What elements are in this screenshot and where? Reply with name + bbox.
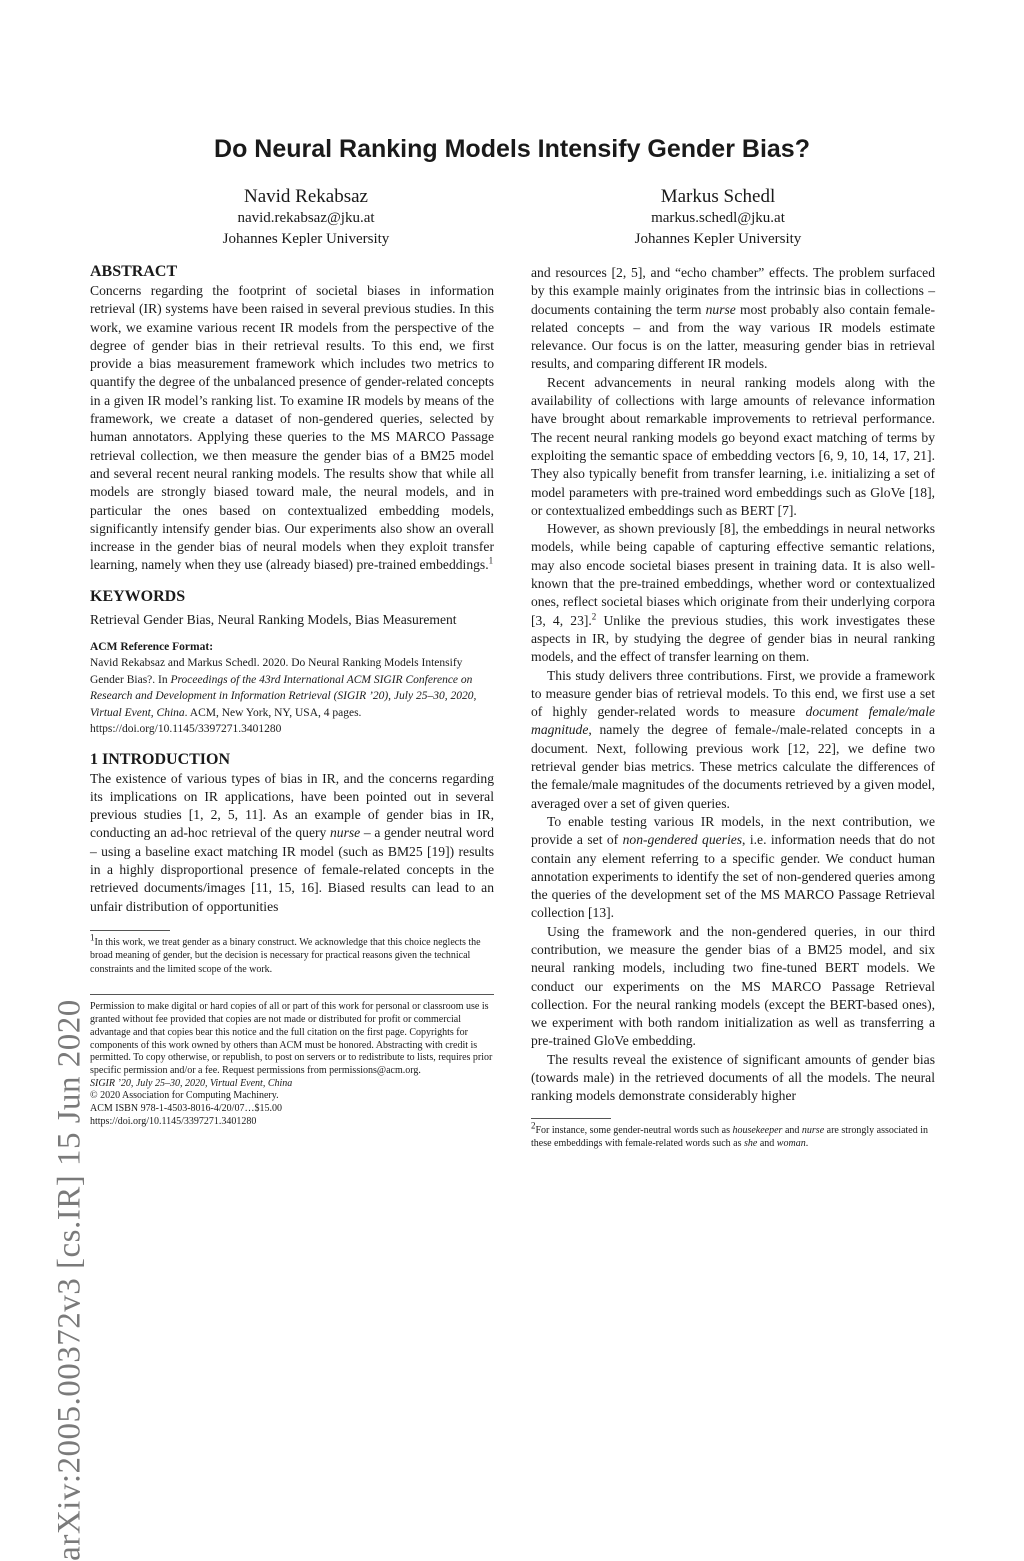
footnote-text: and: [757, 1138, 777, 1150]
right-paragraph-3: [531, 667, 935, 813]
author-name: Navid Rekabsaz: [244, 186, 368, 207]
intro-text: The existence of various types of bias in IR, and the concerns regarding its implications on IR applications, have been pointed out in several previous studies [1, 2, 5, 11]. As an example of gender bias in IR, conducting an ad-hoc retrieval of the query: [90, 770, 494, 841]
footnote-text: .: [805, 1138, 809, 1150]
footnote-mark: 2: [531, 1120, 536, 1131]
body-text: However, as shown previously [8], the embeddings in neural networks models, while being capable of capturing effective semantic relations, may also encode societal biases present in training data. It is also well-known that the pre-trained embeddings, whether word or contextualized ones, reflect societal biases which originate from their underlying corpora [3, 4, 23].: [531, 521, 935, 628]
footnote-mark: 2: [591, 611, 597, 622]
intro-emphasis: nurse: [329, 825, 361, 841]
footnote-emphasis: nurse: [801, 1124, 825, 1136]
footnote-rule: [90, 930, 170, 931]
intro-heading: 1 INTRODUCTION: [90, 750, 231, 768]
permission-isbn: ACM ISBN 978-1-4503-8016-4/20/07…$15.00: [90, 1103, 282, 1115]
footnote-text: and: [782, 1124, 802, 1136]
acm-reference-heading: ACM Reference Format:: [90, 641, 214, 654]
permission-doi: https://doi.org/10.1145/3397271.3401280: [90, 1115, 257, 1127]
left-column: [90, 262, 494, 1128]
footnote-text: are strongly associated in these embeddings with female-related words such as: [531, 1124, 928, 1150]
right-paragraph-6: The results reveal the existence of significant amounts of gender bias (towards male) in the retrieved documents of all the models. The neural ranking models demonstrate considerably higher: [531, 1051, 935, 1104]
body-text: most probably also contain female-related concepts – and from the way various IR models estimate relevance. Our focus is on the latter, measuring gender bias in retrieval results, and comparing different IR models.: [531, 301, 936, 372]
acm-reference-line2: . ACM, New York, NY, USA, 4 pages. https://doi.org/10.1145/3397271.3401280: [90, 706, 362, 736]
arxiv-identifier: arXiv:2005.00372v3 [cs.IR] 15 Jun 2020: [51, 999, 88, 1561]
footnote-rule: [531, 1118, 611, 1119]
footnote-emphasis: housekeeper: [732, 1124, 783, 1136]
permission-rule: [90, 994, 494, 995]
abstract-body: Concerns regarding the footprint of societal biases in information retrieval (IR) systems have been raised in several previous studies. In this work, we examine various recent IR models from the perspective of the degree of gender bias in their retrieval results. To this end, we first provide a bias measurement framework which includes two metrics to quantify the degree of the unbalanced presence of gender-related concepts in a given IR model’s ranking list. To examine IR models by means of the framework, we create a dataset of non-gendered queries, selected by human annotators. Applying these queries to the MS MARCO Passage retrieval collection, we then measure the gender bias of a BM25 model and several recent neural ranking models. The results show that while all models are strongly biased toward male, the neural models, and in particular the ones based on contextualized embedding models, significantly intensify gender bias. Our experiments also show an overall increase in the gender bias of neural models when they exploit transfer learning, namely when they use (already biased) pre-trained embeddings.: [90, 283, 494, 573]
permission-text: Permission to make digital or hard copies of all or part of this work for personal or classroom use is granted without fee provided that copies are not made or distributed for profit or commercial advantage and that copies bear this notice and the full citation on the first page. Copyrights for components of this work owned by others than ACM must be honored. Abstracting with credit is permitted. To copy otherwise, or republish, to post on servers or to redistribute to lists, requires prior specific permission and/or a fee. Request permissions from permissions@acm.org.: [90, 1001, 493, 1076]
permission-block: [90, 994, 494, 1128]
author-affiliation: Johannes Kepler University: [222, 231, 390, 247]
permission-conference: SIGIR ’20, July 25–30, 2020, Virtual Event, China: [90, 1077, 293, 1089]
author-block-2: [553, 186, 883, 250]
footnote-emphasis: woman: [776, 1138, 806, 1150]
footnote-mark: 1: [90, 932, 95, 943]
footnote-emphasis: she: [744, 1138, 758, 1150]
footnote-text: For instance, some gender-neutral words such as: [535, 1124, 733, 1136]
permission-copyright: © 2020 Association for Computing Machinery.: [90, 1090, 279, 1102]
author-name: Markus Schedl: [660, 186, 776, 207]
body-emphasis: non-gendered queries: [622, 832, 743, 848]
right-paragraph-1: Recent advancements in neural ranking models along with the availability of collections with large amounts of relevance information have brought about remarkable improvements to retrieval performance. The recent neural ranking models go beyond exact matching of terms by exploiting the semantic space of embedding vectors [6, 9, 10, 14, 17, 21]. They also typically benefit from transfer learning, i.e. initializing a set of model parameters with pre-trained word embeddings such as GloVe [18], or contextualized embeddings such as BERT [7].: [531, 374, 935, 518]
body-text: and resources [2, 5], and “echo chamber” effects. The problem surfaced by this example mainly originates from the intrinsic bias in collections – documents containing the term: [531, 265, 935, 317]
footnote-2: [531, 1118, 935, 1151]
keywords-heading: KEYWORDS: [90, 587, 186, 605]
abstract-text: [90, 282, 494, 575]
footnote-text: In this work, we treat gender as a binary construct. We acknowledge that this choice neglects the broad meaning of gender, but the decision is necessary for practical reasons given the technical constraints and the limited scope of the work.: [90, 936, 481, 975]
right-column: [531, 264, 935, 1151]
right-paragraph-0: [531, 264, 935, 374]
paper-title: Do Neural Ranking Models Intensify Gender Bias?: [214, 135, 810, 163]
intro-text: – a gender neutral word – using a baseline exact matching IR model (such as BM25 [19]) results in a highly disproportional presence of female-related concepts in the retrieved documents/images [11, 15, 16]. Biased results can lead to an unfair distribution of opportunities: [90, 825, 494, 914]
keywords-text: Retrieval Gender Bias, Neural Ranking Models, Bias Measurement: [90, 611, 457, 627]
author-email: navid.rekabsaz@jku.at: [237, 210, 375, 226]
author-block-1: [141, 186, 471, 250]
body-text: , namely the degree of female-/male-related concepts in a document. Next, following previous work [12, 22], we define two retrieval gender bias metrics. These metrics calculate the differences of the female/male magnitudes of the documents retrieved by a given model, averaged over a set of given queries.: [531, 722, 935, 811]
body-emphasis: nurse: [705, 301, 736, 317]
footnote-mark: 1: [488, 555, 494, 566]
right-paragraph-5: Using the framework and the non-gendered queries, in our third contribution, we measure the gender bias of a BM25 model, and six neural ranking models, including two fine-tuned BERT models. We conduct our experiments on the MS MARCO Passage Retrieval collection. For the neural ranking models (except the BERT-based ones), we experiment with both random initialization as well as transferring a pre-trained GloVe embedding.: [531, 923, 935, 1049]
acm-reference-line1: Navid Rekabsaz and Markus Schedl. 2020. Do Neural Ranking Models Intensify Gender Bias?. In: [90, 657, 463, 686]
right-paragraph-2: [531, 520, 935, 666]
body-text: , i.e. information needs that do not contain any element referring to a specific gender. We conduct human annotation experiments to identify the set of non-gendered queries among the queries of the development set of the MS MARCO Passage Retrieval collection [13].: [531, 832, 935, 921]
author-email: markus.schedl@jku.at: [651, 210, 785, 226]
footnote-1: [90, 930, 494, 977]
acm-reference: [90, 639, 494, 738]
right-paragraph-4: [531, 813, 935, 923]
intro-paragraph: [90, 770, 494, 916]
body-text: This study delivers three contributions. First, we provide a framework to measure gender bias of retrieval models. To this end, we first use a set of highly gender-related words to measure: [531, 667, 935, 720]
body-text: To enable testing various IR models, in the next contribution, we provide a set of: [531, 813, 935, 848]
body-emphasis: document female/male magnitude: [531, 704, 936, 738]
abstract-heading: ABSTRACT: [90, 263, 178, 280]
body-text: Unlike the previous studies, this work investigates these aspects in IR, by studying the degree of gender bias in neural ranking models, and the effect of transfer learning on them.: [531, 612, 935, 665]
acm-reference-venue: Proceedings of the 43rd International ACM SIGIR Conference on Research and Development in Information Retrieval (SIGIR ’20), July 25–30, 2020, Virtual Event, China: [90, 673, 477, 719]
author-affiliation: Johannes Kepler University: [634, 231, 802, 247]
